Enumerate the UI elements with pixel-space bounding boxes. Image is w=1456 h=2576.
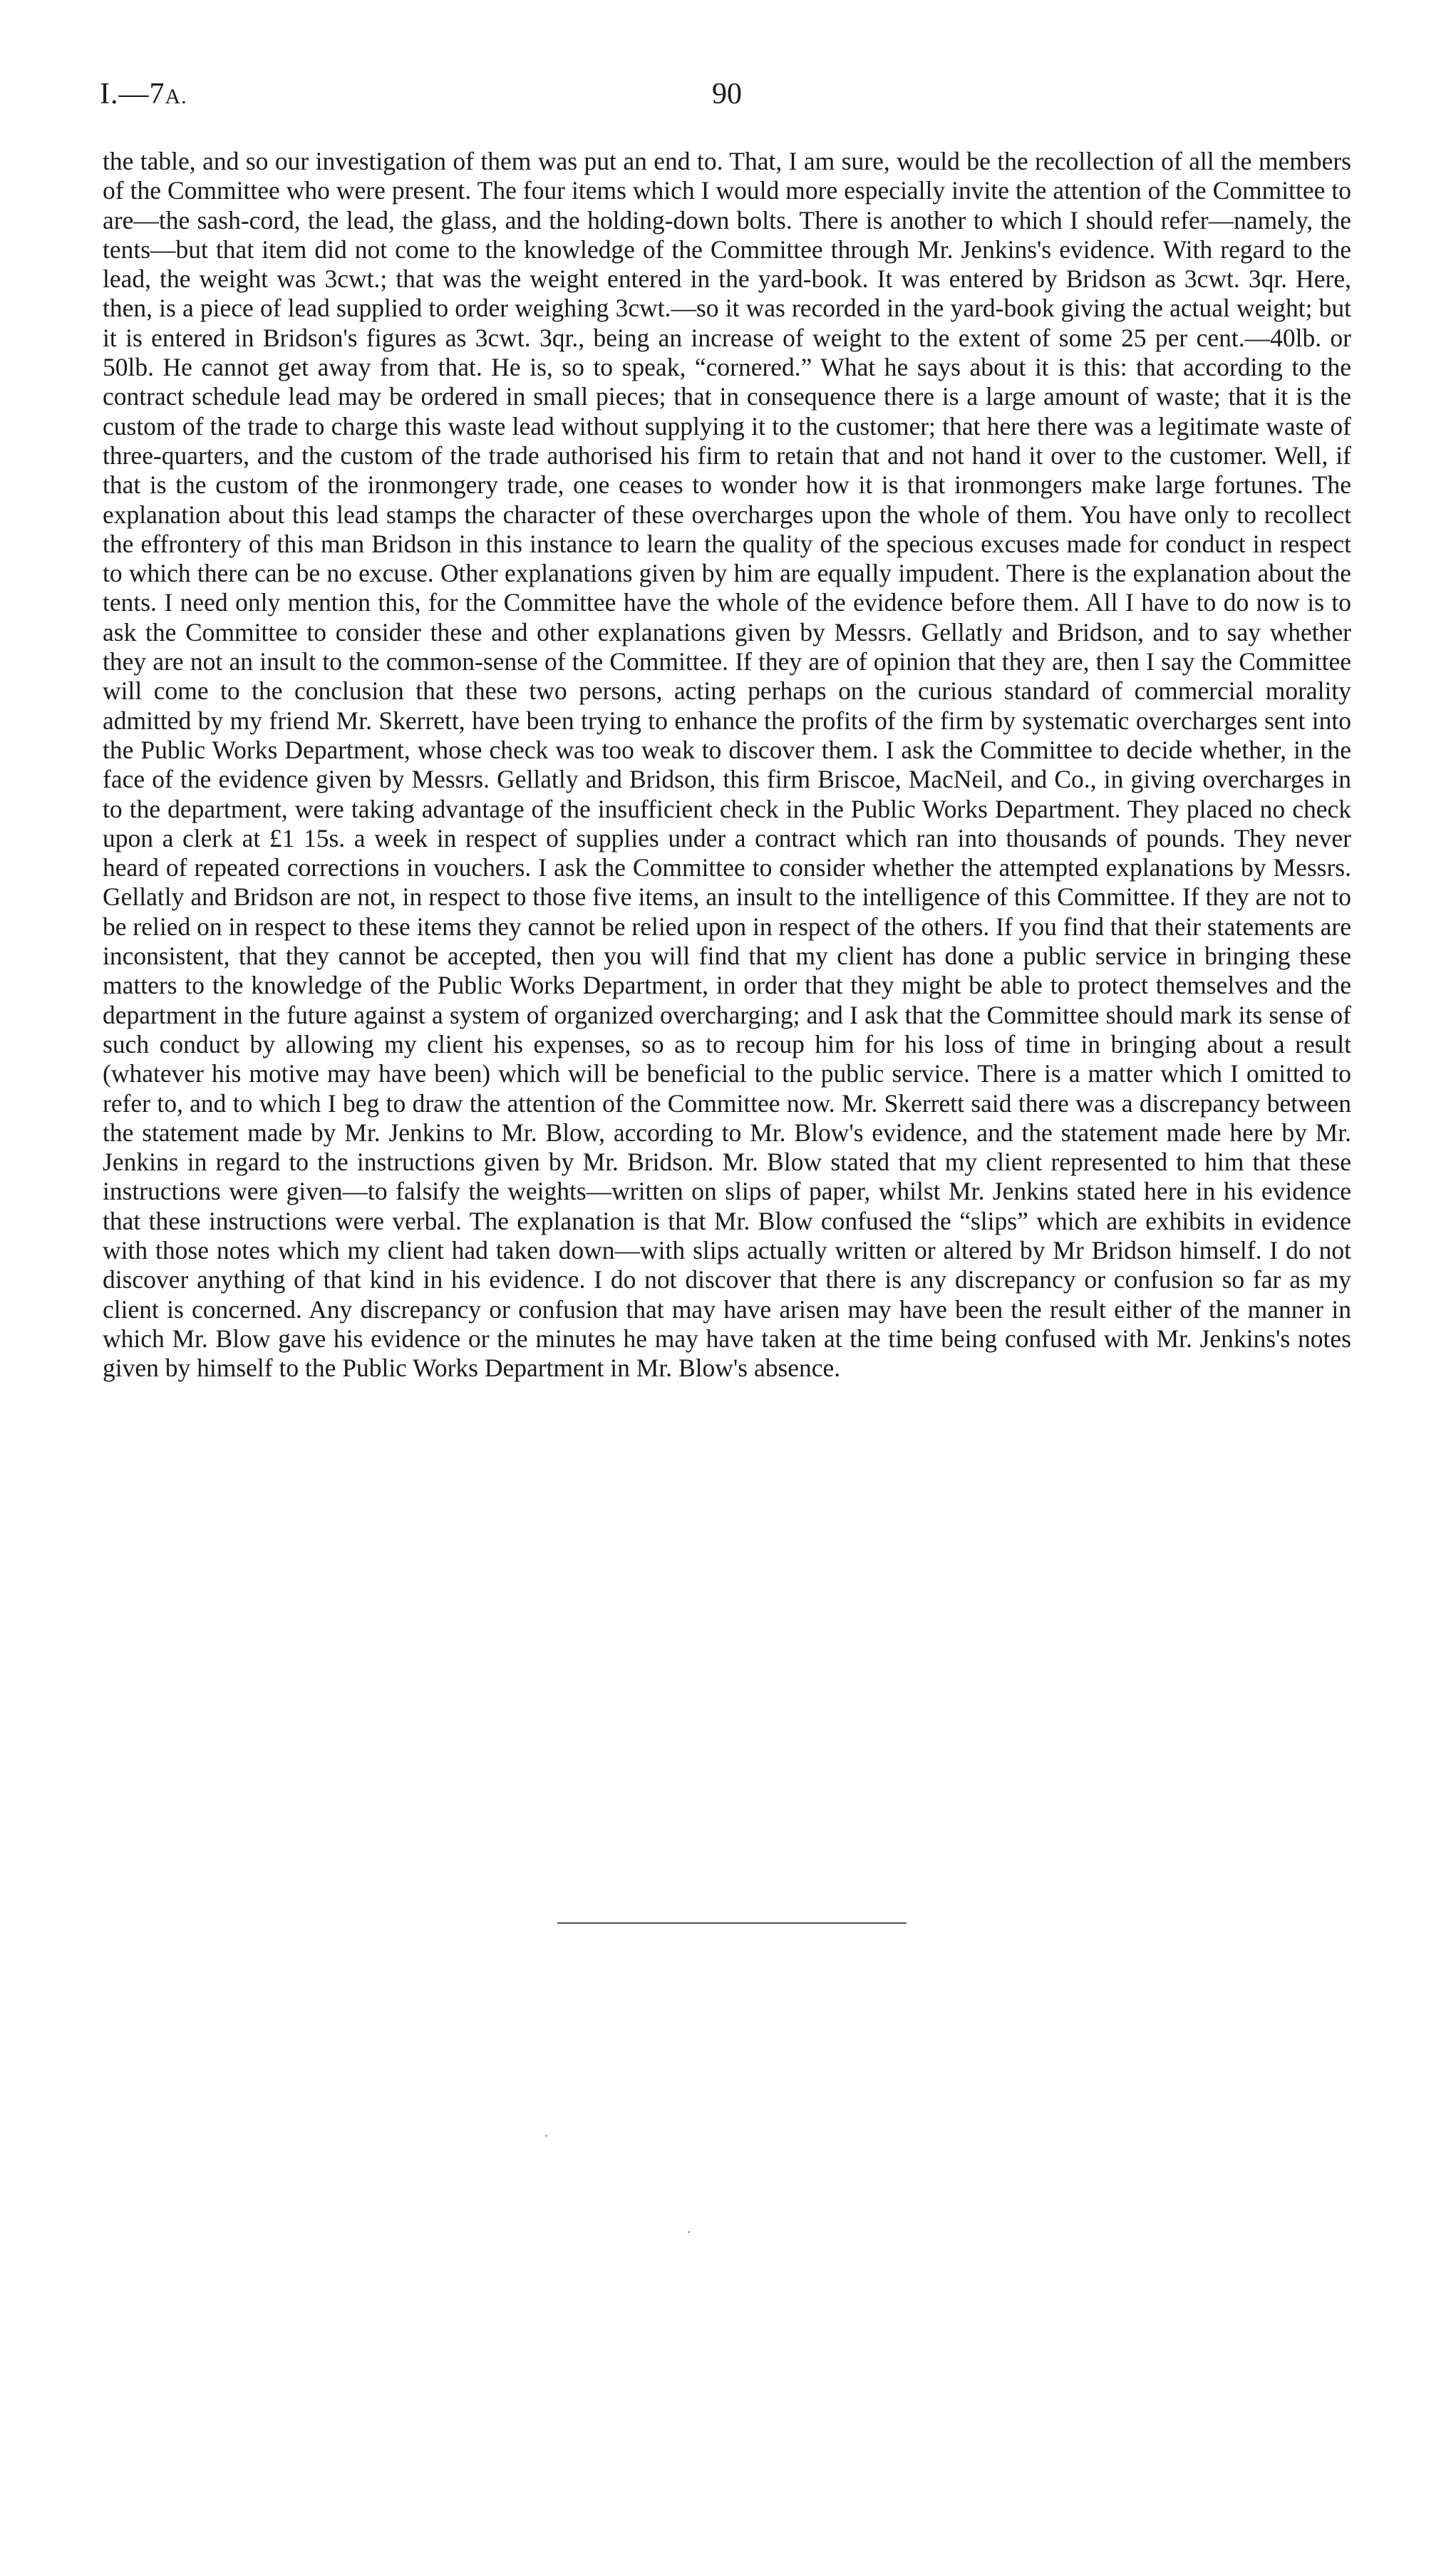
- page-number: 90: [712, 78, 742, 110]
- body-paragraph: the table, and so our investigation of them was put an end to. That, I am sure, would be the recollection of all the members of the Committee who were present. The four items which I would more especially invite the attention of the Committee to are—the sash-cord, the lead, the glass, and the holding-down bolts. There is another to which I should refer—namely, the tents—but that item did not come to the knowledge of the Committee through Mr. Jenkins's evidence. With regard to the lead, the weight was 3cwt.; that was the weight entered in the yard-book. It was entered by Bridson as 3cwt. 3qr. Here, then, is a piece of lead supplied to order weighing 3cwt.—so it was recorded in the yard-book giving the actual weight; but it is entered in Bridson's figures as 3cwt. 3qr., being an increase of weight to the extent of some 25 per cent.—40lb. or 50lb. He cannot get away from that. He is, so to speak, “cornered.” What he says about it is this: that according to the contract schedule lead may be ordered in small pieces; that in consequence there is a large amount of waste; that it is the custom of the trade to charge this waste lead without supplying it to the customer; that here there was a legitimate waste of three-quarters, and the custom of the trade authorised his firm to retain that and not hand it over to the customer. Well, if that is the custom of the ironmongery trade, one ceases to wonder how it is that ironmongers make large fortunes. The explanation about this lead stamps the character of these overcharges upon the whole of them. You have only to recollect the effrontery of this man Bridson in this instance to learn the quality of the specious excuses made for conduct in respect to which there can be no excuse. Other explanations given by him are equally impudent. There is the explanation about the tents. I need only mention this, for the Committee have the whole of the evidence before them. All I have to do now is to ask the Committee to consider these and other explanations given by Messrs. Gellatly and Bridson, and to say whether they are not an insult to the common-sense of the Committee. If they are of opinion that they are, then I say the Committee will come to the conclusion that these two persons, acting perhaps on the curious standard of commercial morality admitted by my friend Mr. Skerrett, have been trying to enhance the profits of the firm by systematic overcharges sent into the Public Works Department, whose check was too weak to discover them. I ask the Committee to decide whether, in the face of the evidence given by Messrs. Gellatly and Bridson, this firm Briscoe, MacNeil, and Co., in giving overcharges in to the department, were taking advantage of the insufficient check in the Public Works Department. They placed no check upon a clerk at £1 15s. a week in respect of supplies under a contract which ran into thousands of pounds. They never heard of repeated corrections in vouchers. I ask the Committee to consider whether the attempted explanations by Messrs. Gellatly and Bridson are not, in respect to those five items, an insult to the intelligence of this Committee. If they are not to be relied on in respect to these items they cannot be relied upon in respect of the others. If you find that their statements are inconsistent, that they cannot be accepted, then you will find that my client has done a public service in bringing these matters to the knowledge of the Public Works Department, in order that they might be able to protect themselves and the department in the future against a system of organized overcharging; and I ask that the Committee should mark its sense of such conduct by allowing my client his expenses, so as to recoup him for his loss of time in bringing about a result (whatever his motive may have been) which will be beneficial to the public service. There is a matter which I omitted to refer to, and to which I beg to draw the attention of the Committee now. Mr. Skerrett said there was a discrepancy between the statement made by Mr. Jenkins to Mr. Blow, according to Mr. Blow's evidence, and the statement made here by Mr. Jenkins in regard to the instructions given by Mr. Bridson. Mr. Blow stated that my client represented to him that these instructions were given—to falsify the weights—written on slips of paper, whilst Mr. Jenkins stated here in his evidence that these instructions were verbal. The explanation is that Mr. Blow confused the “slips” which are exhibits in evidence with those notes which my client had taken down—with slips actually written or altered by Mr Bridson himself. I do not discover anything of that kind in his evidence. I do not discover that there is any discrepancy or confusion so far as my client is concerned. Any discrepancy or confusion that may have arisen may have been the result either of the manner in which Mr. Blow gave his evidence or the minutes he may have taken at the time being confused with Mr. Jenkins's notes given by himself to the Public Works Department in Mr. Blow's absence.: [103, 147, 1351, 1383]
- document-reference-main: I.—7: [100, 78, 165, 110]
- section-end-rule: [557, 1922, 907, 1924]
- document-reference-suffix: A.: [165, 85, 187, 108]
- scan-speck: [545, 2135, 547, 2137]
- page-header: [100, 77, 1354, 120]
- scan-speck: [688, 2231, 690, 2233]
